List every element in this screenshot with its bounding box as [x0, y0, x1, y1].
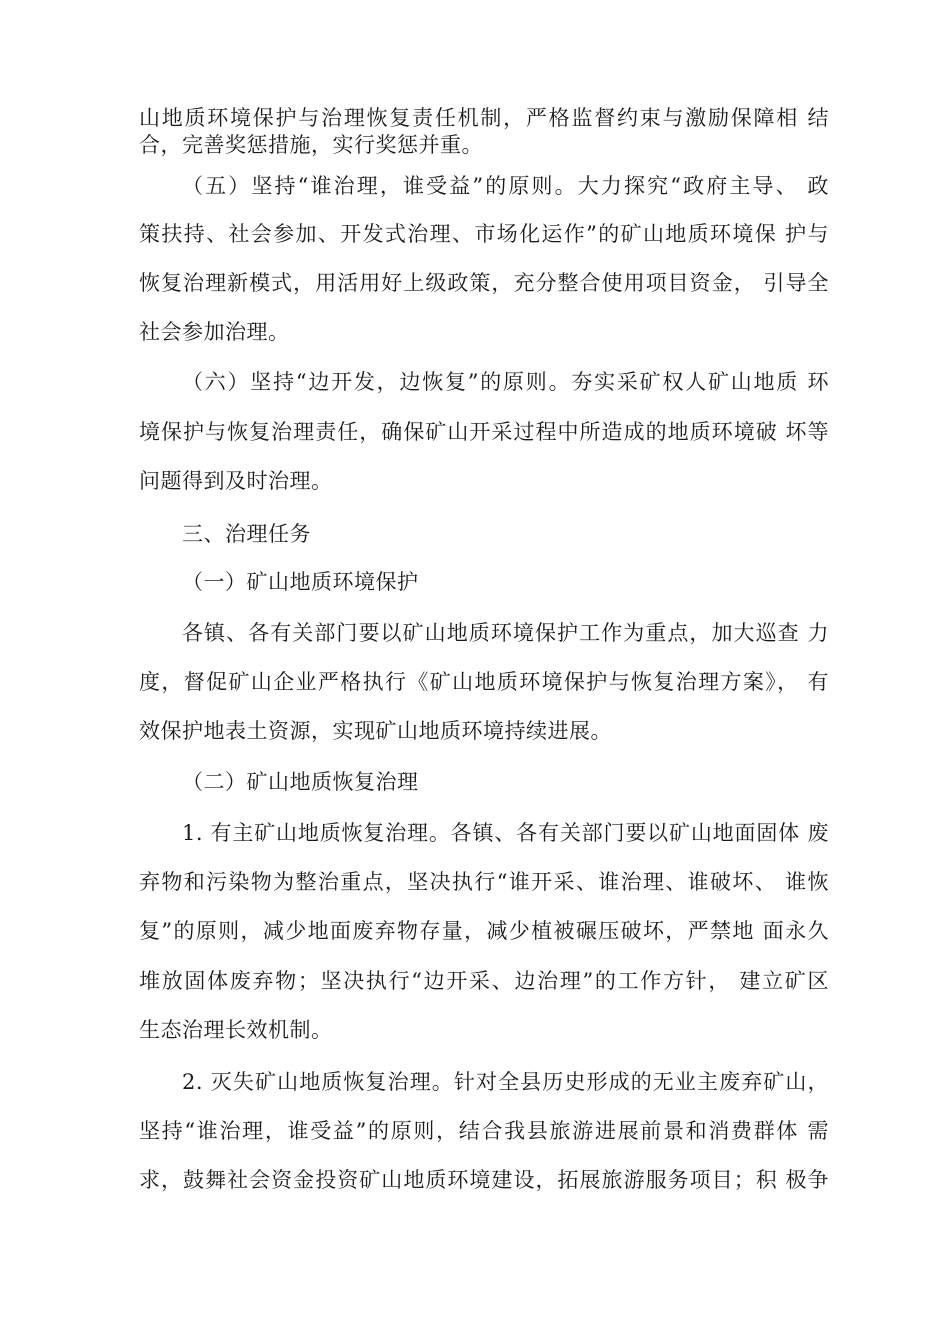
- text-line-18: 复”的原则，减少地面废弃物存量，减少植被碾压破坏，严禁地 面永久: [139, 919, 829, 943]
- text-line-14: 效保护地表土资源，实现矿山地质环境持续进展。: [139, 719, 612, 743]
- section-heading: 三、治理任务: [182, 522, 311, 546]
- text-line-16: 1. 有主矿山地质恢复治理。各镇、各有关部门要以矿山地面固体 废: [182, 821, 829, 845]
- text-line-13: 度，督促矿山企业严格执行《矿山地质环境保护与恢复治理方案》， 有: [139, 670, 829, 694]
- text-line-6: 社会参加治理。: [139, 320, 290, 344]
- text-line-19: 堆放固体废弃物；坚决执行“边开采、边治理”的工作方针， 建立矿区: [139, 969, 829, 993]
- text-line-3: （五）坚持“谁治理，谁受益”的原则。大力探究“政府主导、 政: [182, 174, 829, 198]
- text-line-7: （六）坚持“边开发，边恢复”的原则。夯实采矿权人矿山地质 环: [182, 370, 829, 394]
- text-line-8: 境保护与恢复治理责任，确保矿山开采过程中所造成的地质环境破 坏等: [139, 420, 829, 444]
- text-line-9: 问题得到及时治理。: [139, 469, 333, 493]
- text-line-21: 2. 灭失矿山地质恢复治理。针对全县历史形成的无业主废弃矿山，: [182, 1070, 829, 1094]
- text-line-2: 合，完善奖惩措施，实行奖惩并重。: [139, 133, 483, 157]
- text-line-12: 各镇、各有关部门要以矿山地质环境保护工作为重点，加大巡查 力: [182, 621, 829, 645]
- text-line-22: 坚持“谁治理，谁受益”的原则，结合我县旅游进展前景和消费群体 需: [139, 1119, 829, 1143]
- subsection-heading-1: （一）矿山地质环境保护: [182, 570, 419, 594]
- text-line-4: 策扶持、社会参加、开发式治理、市场化运作”的矿山地质环境保 护与: [139, 222, 829, 246]
- text-line-23: 求，鼓舞社会资金投资矿山地质环境建设，拓展旅游服务项目；积 极争: [139, 1168, 829, 1192]
- text-line-17: 弃物和污染物为整治重点，坚决执行“谁开采、谁治理、谁破坏、 谁恢: [139, 870, 829, 894]
- text-line-20: 生态治理长效机制。: [139, 1018, 333, 1042]
- subsection-heading-2: （二）矿山地质恢复治理: [182, 770, 419, 794]
- text-line-5: 恢复治理新模式，用活用好上级政策，充分整合使用项目资金， 引导全: [139, 271, 829, 295]
- text-line-1: 山地质环境保护与治理恢复责任机制，严格监督约束与激励保障相 结: [139, 106, 829, 130]
